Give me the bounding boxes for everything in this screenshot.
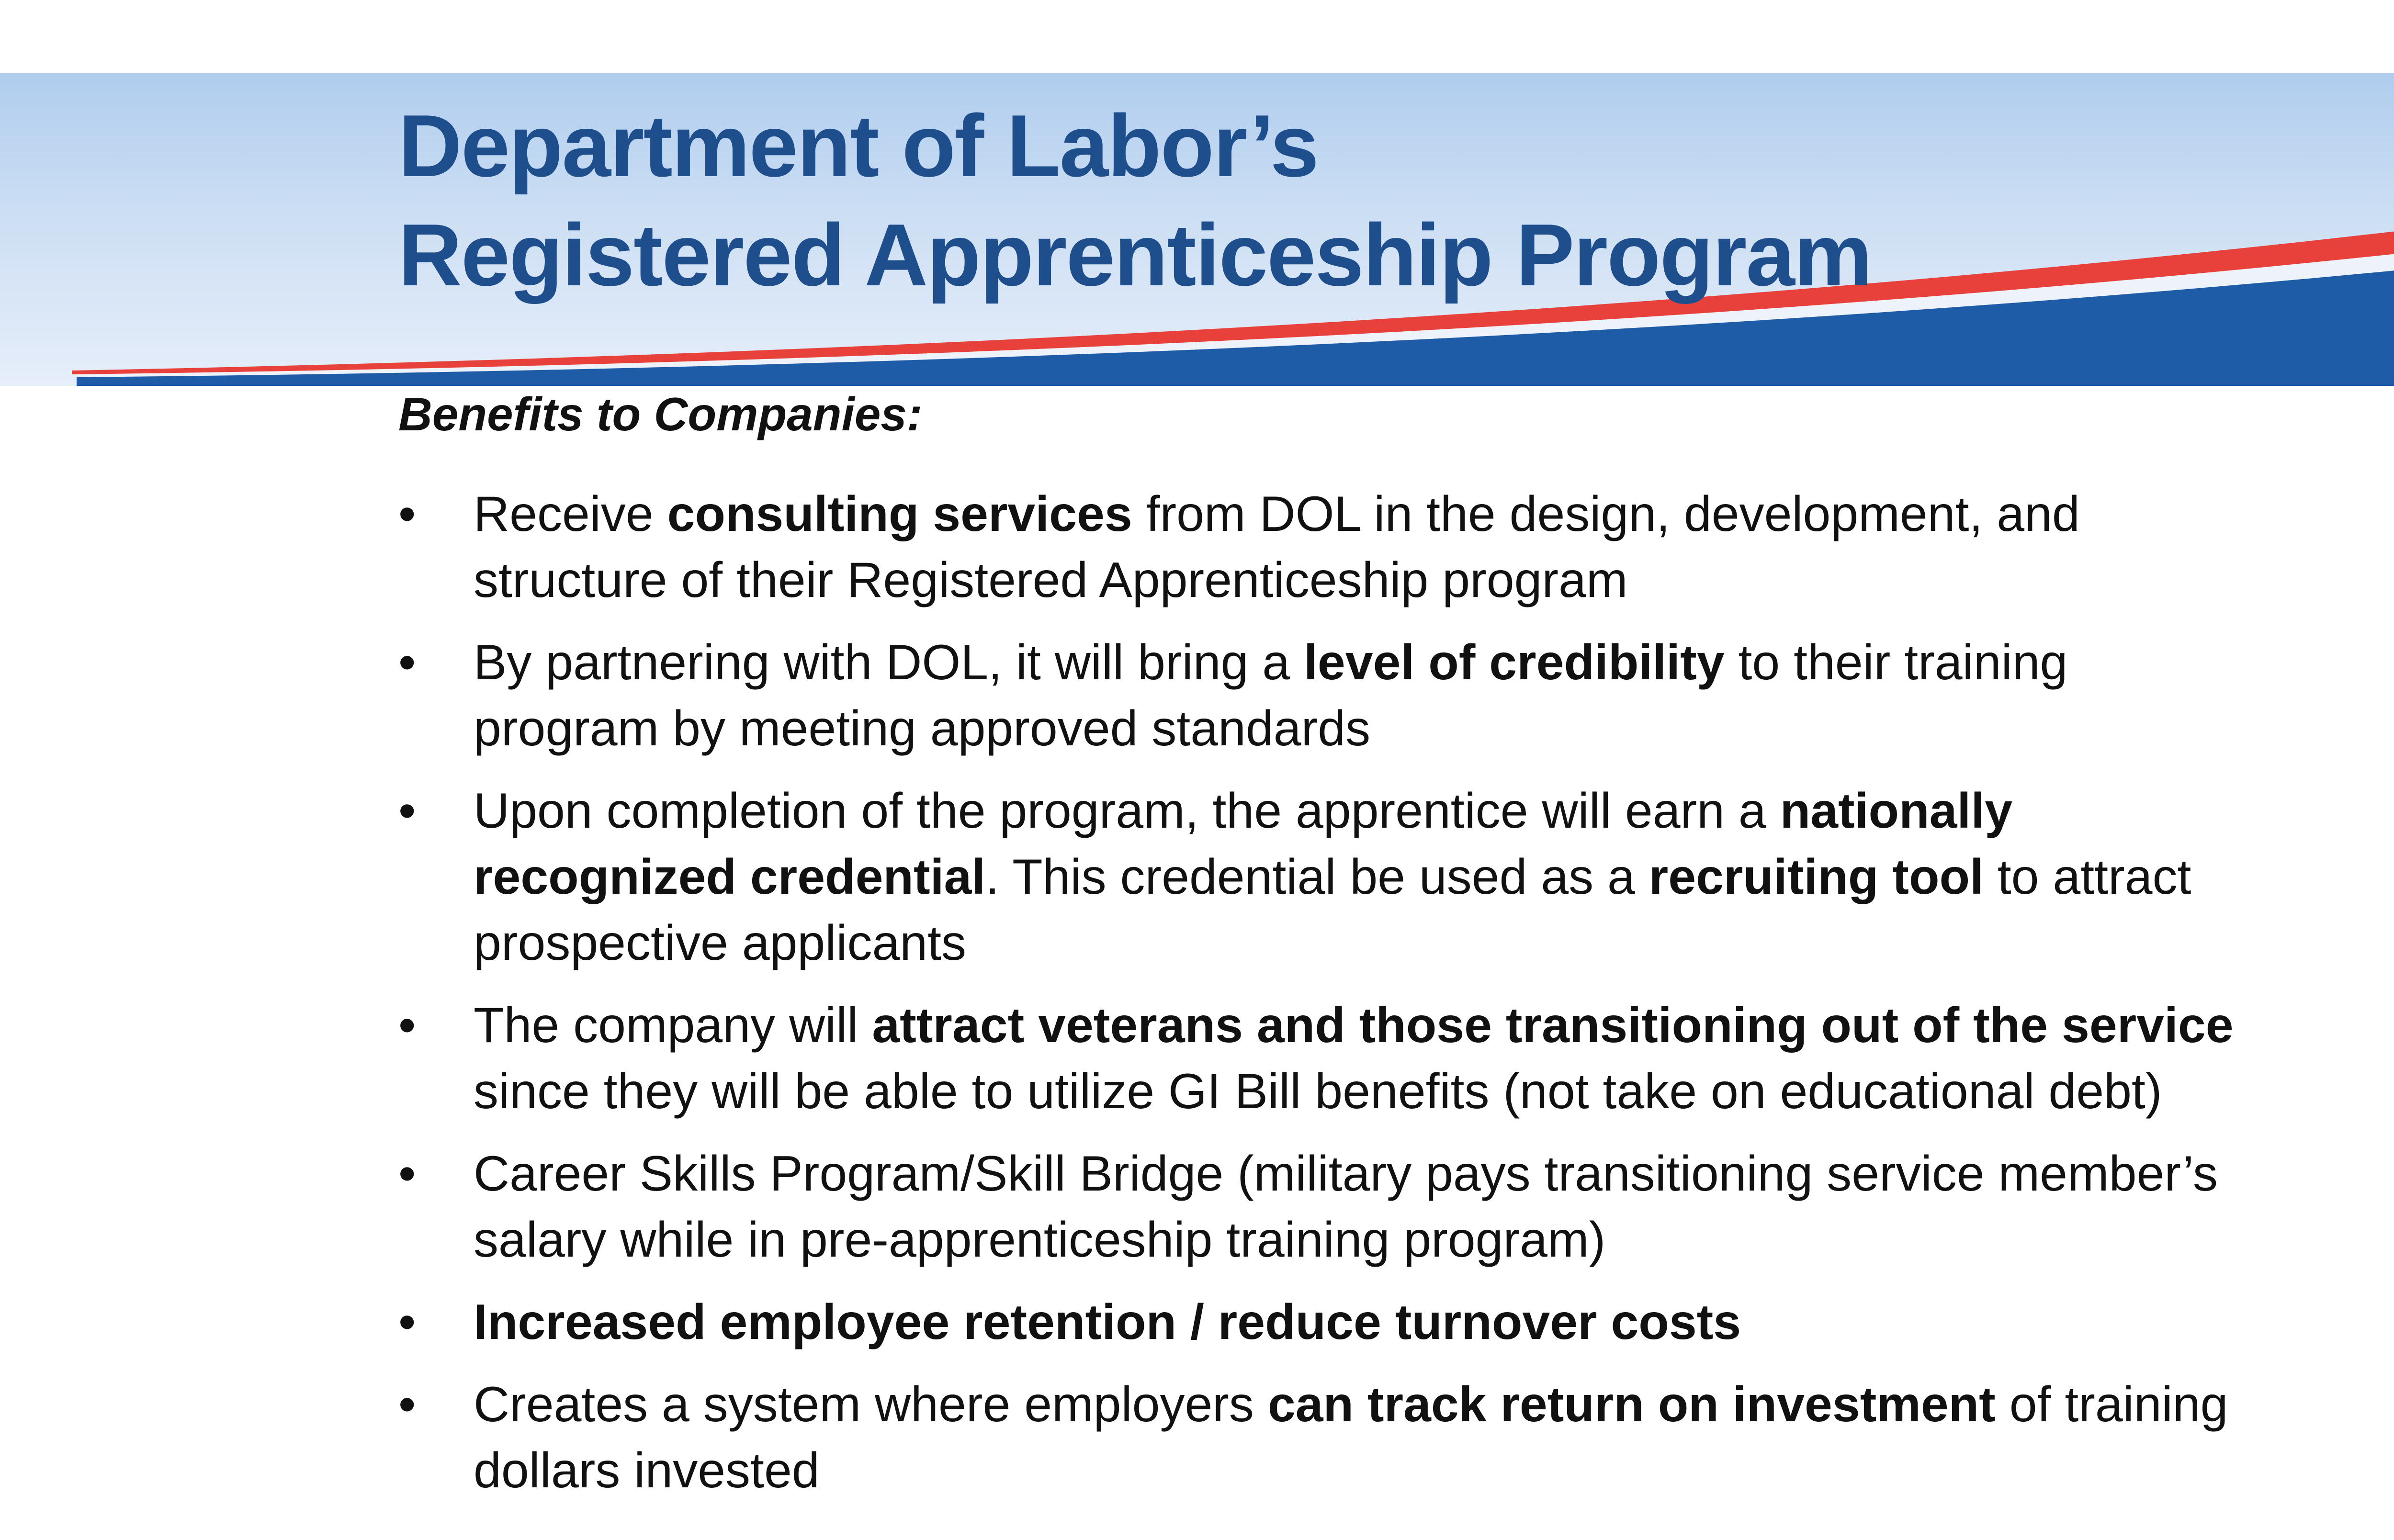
benefit-emphasis: can track return on investment — [1267, 1377, 1996, 1432]
benefit-item — [398, 481, 2314, 613]
benefit-emphasis: Increased employee retention / reduce turnover costs — [474, 1294, 1741, 1350]
benefit-text: The company will — [474, 998, 872, 1053]
bullet-icon: • — [398, 998, 416, 1053]
benefit-text: program by meeting approved standards — [474, 701, 1371, 756]
benefit-text: from DOL in the design, development, and — [1132, 486, 2080, 542]
benefit-text: dollars invested — [474, 1443, 820, 1498]
benefit-item — [398, 778, 2314, 976]
benefit-emphasis: recruiting tool — [1649, 849, 1984, 905]
benefit-text: Receive — [474, 486, 667, 542]
benefit-emphasis: recognized credential — [474, 849, 986, 905]
benefit-text: By partnering with DOL, it will bring a — [474, 635, 1304, 690]
bullet-icon: • — [398, 635, 416, 690]
benefit-text: . This credential be used as a — [985, 849, 1649, 905]
benefit-text: prospective applicants — [474, 915, 967, 971]
benefit-emphasis: consulting services — [667, 486, 1132, 542]
title-line-1: Department of Labor’s — [398, 96, 1318, 195]
slide-title — [398, 91, 2394, 309]
benefit-text: Creates a system where employers — [474, 1377, 1268, 1432]
benefit-item — [398, 1289, 2314, 1355]
benefit-emphasis: level of credibility — [1304, 635, 1725, 690]
benefit-emphasis: attract veterans and those transitioning out of the service — [872, 998, 2234, 1053]
bullet-icon: • — [398, 1294, 416, 1350]
benefit-text: salary while in pre-apprenticeship training program) — [474, 1212, 1606, 1268]
bullet-icon: • — [398, 783, 416, 839]
benefit-text: structure of their Registered Apprenticeship program — [474, 552, 1628, 608]
benefit-emphasis: nationally — [1780, 783, 2013, 839]
benefit-item — [398, 1141, 2314, 1273]
benefit-text: of training — [1995, 1377, 2228, 1432]
bullet-icon: • — [398, 1146, 416, 1202]
title-line-2: Registered Apprenticeship Program — [398, 205, 1872, 304]
benefit-text: Upon completion of the program, the apprentice will earn a — [474, 783, 1780, 839]
benefit-item — [398, 1371, 2314, 1504]
benefit-text: since they will be able to utilize GI Bill benefits (not take on educational debt) — [474, 1064, 2162, 1119]
benefit-text: to their training — [1724, 635, 2068, 690]
bullet-icon: • — [398, 1377, 416, 1432]
benefit-text: to attract — [1983, 849, 2191, 905]
benefit-item — [398, 992, 2314, 1124]
section-subheading: Benefits to Companies: — [398, 388, 923, 440]
bullet-icon: • — [398, 486, 416, 542]
benefit-text: Career Skills Program/Skill Bridge (military pays transitioning service member’s — [474, 1146, 2218, 1202]
benefit-list — [398, 481, 2314, 1520]
benefit-item — [398, 629, 2314, 762]
